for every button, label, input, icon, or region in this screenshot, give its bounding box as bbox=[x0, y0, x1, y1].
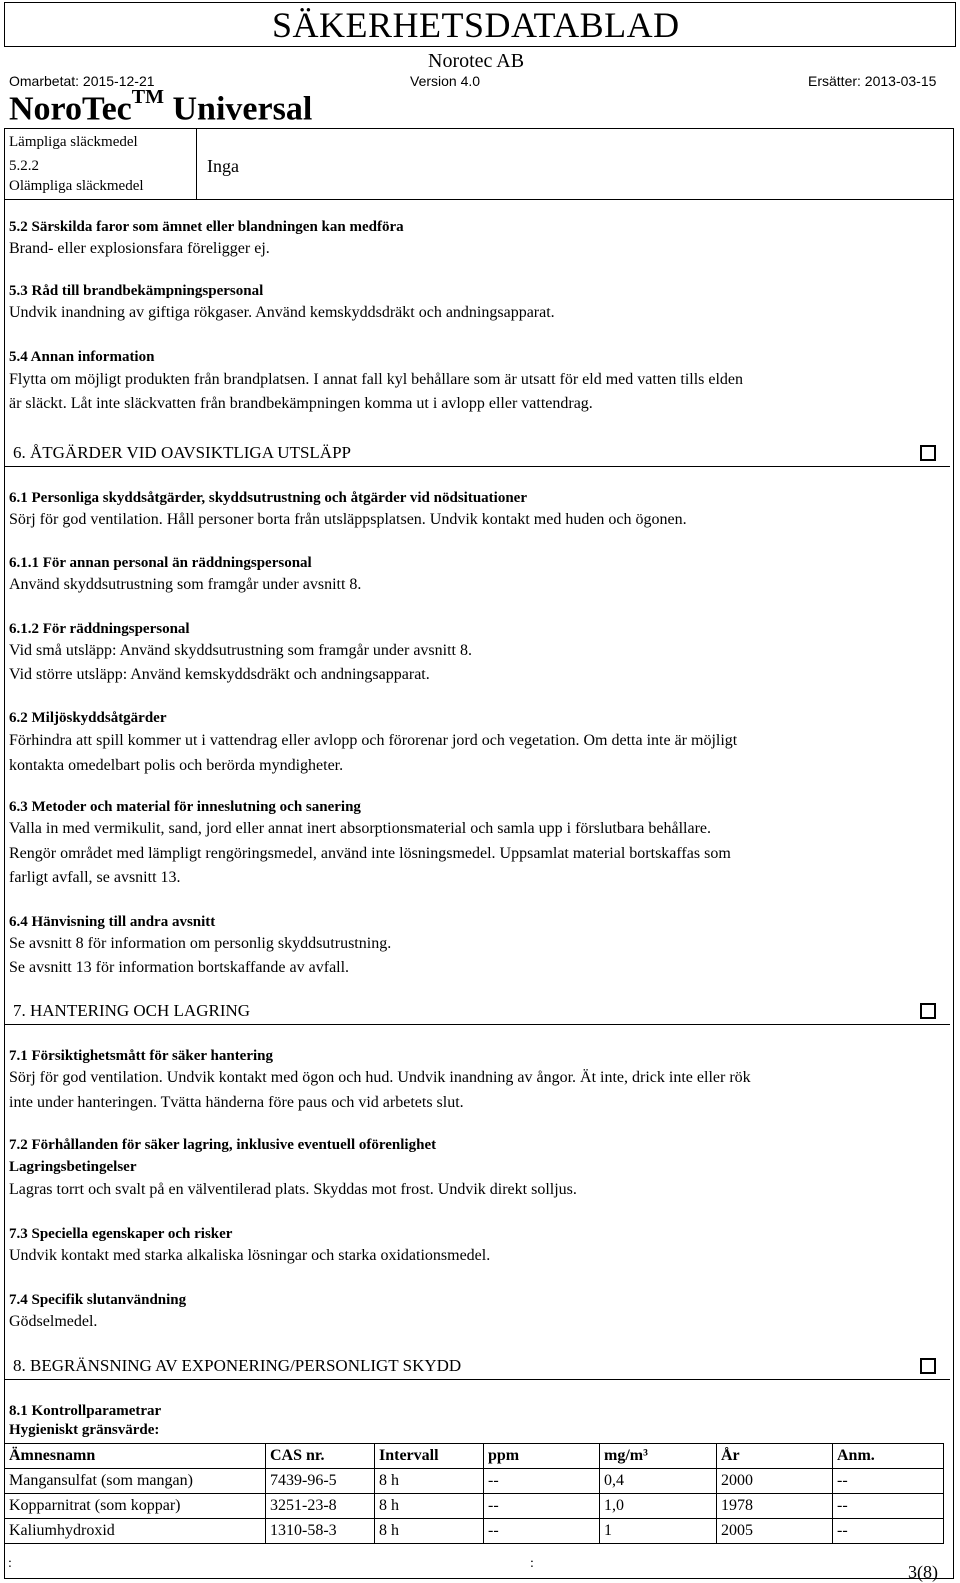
extinguishing-media-table bbox=[4, 128, 954, 200]
s74-heading: 7.4 Specifik slutanvändning bbox=[9, 1292, 187, 1308]
checkbox-icon bbox=[920, 1358, 936, 1374]
section-7-banner bbox=[4, 997, 950, 1025]
s611-text: Använd skyddsutrustning som framgår under avsnitt 8. bbox=[9, 576, 362, 593]
section-8-title: 8. BEGRÄNSNING AV EXPONERING/PERSONLIGT SKYDD bbox=[13, 1356, 462, 1375]
s52-text: Brand- eller explosionsfara föreligger ej. bbox=[9, 240, 270, 257]
s612-text-line1: Vid små utsläpp: Använd skyddsutrustning som framgår under avsnitt 8. bbox=[9, 642, 472, 659]
s53-heading: 5.3 Råd till brandbekämpningspersonal bbox=[9, 283, 264, 299]
col-header-mgm3: mg/m³ bbox=[600, 1444, 717, 1469]
cell-cas: 3251-23-8 bbox=[266, 1494, 375, 1519]
table-row bbox=[5, 1494, 944, 1519]
cell-substance: Mangansulfat (som mangan) bbox=[5, 1469, 266, 1494]
s64-text-line1: Se avsnitt 8 för information om personlig skyddsutrustning. bbox=[9, 935, 392, 952]
version-label: Version 4.0 bbox=[410, 73, 481, 89]
document-title: SÄKERHETSDATABLAD bbox=[272, 5, 680, 45]
suitable-media-label: Lämpliga släckmedel bbox=[9, 134, 138, 150]
product-name bbox=[9, 86, 313, 128]
s63-text-line1: Valla in med vermikulit, sand, jord eller annat inert absorptionsmaterial och samla upp i förslutbara behållare. bbox=[9, 820, 711, 837]
banner-underline bbox=[4, 1024, 950, 1025]
cell-cas: 1310-58-3 bbox=[266, 1519, 375, 1544]
s61-text: Sörj för god ventilation. Håll personer borta från utsläppsplatsen. Undvik kontakt med huden och ögonen. bbox=[9, 511, 687, 528]
s611-heading: 6.1.1 För annan personal än räddningspersonal bbox=[9, 555, 312, 571]
s63-text-line2: Rengör området med lämpligt rengöringsmedel, använd inte lösningsmedel. Uppsamlat material bortskaffas som bbox=[9, 845, 731, 862]
s612-heading: 6.1.2 För räddningspersonal bbox=[9, 621, 190, 637]
cell-interval: 8 h bbox=[375, 1519, 484, 1544]
cell-mgm3: 0,4 bbox=[600, 1469, 717, 1494]
col-header-substance: Ämnesnamn bbox=[5, 1444, 266, 1469]
s72-text: Lagras torrt och svalt på en välventilerad plats. Skyddas mot frost. Undvik direkt solljus. bbox=[9, 1181, 577, 1198]
s73-heading: 7.3 Speciella egenskaper och risker bbox=[9, 1226, 233, 1242]
section-number: 5.2.2 bbox=[9, 158, 39, 174]
checkbox-icon bbox=[920, 1003, 936, 1019]
checkbox-icon bbox=[920, 445, 936, 461]
s64-heading: 6.4 Hänvisning till andra avsnitt bbox=[9, 914, 216, 930]
section-6-banner bbox=[4, 439, 950, 467]
s71-text-line1: Sörj för god ventilation. Undvik kontakt med ögon och hud. Undvik inandning av ångor. Ät inte, drick inte eller rök bbox=[9, 1069, 751, 1086]
cell-ppm: -- bbox=[484, 1519, 600, 1544]
col-header-ppm: ppm bbox=[484, 1444, 600, 1469]
cell-cas: 7439-96-5 bbox=[266, 1469, 375, 1494]
s63-text-line3: farligt avfall, se avsnitt 13. bbox=[9, 869, 181, 886]
cell-year: 1978 bbox=[717, 1494, 833, 1519]
replaces-date: Ersätter: 2013-03-15 bbox=[808, 73, 937, 89]
table-row bbox=[5, 1519, 944, 1544]
table-header-row bbox=[5, 1444, 944, 1469]
s54-heading: 5.4 Annan information bbox=[9, 349, 155, 365]
cell-substance: Kaliumhydroxid bbox=[5, 1519, 266, 1544]
s71-heading: 7.1 Försiktighetsmått för säker hantering bbox=[9, 1048, 274, 1064]
exposure-limits-table bbox=[4, 1443, 944, 1544]
col-header-cas: CAS nr. bbox=[266, 1444, 375, 1469]
section-7-title: 7. HANTERING OCH LAGRING bbox=[13, 1001, 251, 1020]
s72-heading: 7.2 Förhållanden för säker lagring, inklusive eventuell oförenlighet bbox=[9, 1137, 437, 1153]
s81-heading: 8.1 Kontrollparametrar bbox=[9, 1403, 162, 1419]
banner-underline bbox=[4, 1379, 950, 1380]
s81-subheading: Hygieniskt gränsvärde: bbox=[9, 1422, 160, 1438]
company-name: Norotec AB bbox=[428, 50, 525, 72]
trademark-symbol: TM bbox=[131, 86, 164, 108]
cell-ppm: -- bbox=[484, 1494, 600, 1519]
cell-year: 2000 bbox=[717, 1469, 833, 1494]
s64-text-line2: Se avsnitt 13 för information bortskaffande av avfall. bbox=[9, 959, 350, 976]
col-header-note: Anm. bbox=[833, 1444, 944, 1469]
section-8-banner bbox=[4, 1352, 950, 1380]
product-name-brand: NoroTec bbox=[9, 90, 132, 128]
unsuitable-media-label: Olämpliga släckmedel bbox=[9, 178, 144, 194]
banner-underline bbox=[4, 466, 950, 467]
s62-text-line1: Förhindra att spill kommer ut i vattendrag eller avlopp och förorenar jord och vegetation. Om detta inte är möjligt bbox=[9, 732, 738, 749]
product-name-variant: Universal bbox=[172, 90, 313, 128]
s54-text-line2: är släckt. Låt inte släckvatten från brandbekämpningen komma ut i avlopp eller vattendrag. bbox=[9, 395, 593, 412]
cell-note: -- bbox=[833, 1469, 944, 1494]
s72-subheading: Lagringsbetingelser bbox=[9, 1159, 137, 1175]
cell-note: -- bbox=[833, 1494, 944, 1519]
col-header-year: År bbox=[717, 1444, 833, 1469]
s61-heading: 6.1 Personliga skyddsåtgärder, skyddsutrustning och åtgärder vid nödsituationer bbox=[9, 490, 527, 506]
col-header-interval: Intervall bbox=[375, 1444, 484, 1469]
cell-interval: 8 h bbox=[375, 1469, 484, 1494]
footer-colon-mid: : bbox=[530, 1556, 534, 1571]
cell-note: -- bbox=[833, 1519, 944, 1544]
revised-date: Omarbetat: 2015-12-21 bbox=[9, 73, 155, 89]
cell-substance: Kopparnitrat (som koppar) bbox=[5, 1494, 266, 1519]
s73-text: Undvik kontakt med starka alkaliska lösningar och starka oxidationsmedel. bbox=[9, 1247, 491, 1264]
unsuitable-media-value: Inga bbox=[207, 156, 239, 176]
s63-heading: 6.3 Metoder och material för inneslutning och sanering bbox=[9, 799, 361, 815]
page-number: 3(8) bbox=[908, 1562, 938, 1582]
table-row bbox=[5, 1469, 944, 1494]
cell-ppm: -- bbox=[484, 1469, 600, 1494]
footer-colon-left: : bbox=[8, 1556, 12, 1571]
section-6-title: 6. ÅTGÄRDER VID OAVSIKTLIGA UTSLÄPP bbox=[13, 443, 351, 462]
s52-heading: 5.2 Särskilda faror som ämnet eller blandningen kan medföra bbox=[9, 219, 404, 235]
s62-text-line2: kontakta omedelbart polis och berörda myndigheter. bbox=[9, 757, 344, 774]
s54-text-line1: Flytta om möjligt produkten från brandplatsen. I annat fall kyl behållare som är utsatt för eld med vatten tills elden bbox=[9, 371, 744, 388]
cell-mgm3: 1 bbox=[600, 1519, 717, 1544]
s612-text-line2: Vid större utsläpp: Använd kemskyddsdräkt och andningsapparat. bbox=[9, 666, 430, 683]
s74-text: Gödselmedel. bbox=[9, 1313, 98, 1330]
cell-year: 2005 bbox=[717, 1519, 833, 1544]
s53-text: Undvik inandning av giftiga rökgaser. Använd kemskyddsdräkt och andningsapparat. bbox=[9, 304, 555, 321]
cell-mgm3: 1,0 bbox=[600, 1494, 717, 1519]
s71-text-line2: inte under hanteringen. Tvätta händerna före paus och vid arbetets slut. bbox=[9, 1094, 464, 1111]
cell-interval: 8 h bbox=[375, 1494, 484, 1519]
s62-heading: 6.2 Miljöskyddsåtgärder bbox=[9, 710, 167, 726]
table-divider bbox=[196, 128, 197, 200]
